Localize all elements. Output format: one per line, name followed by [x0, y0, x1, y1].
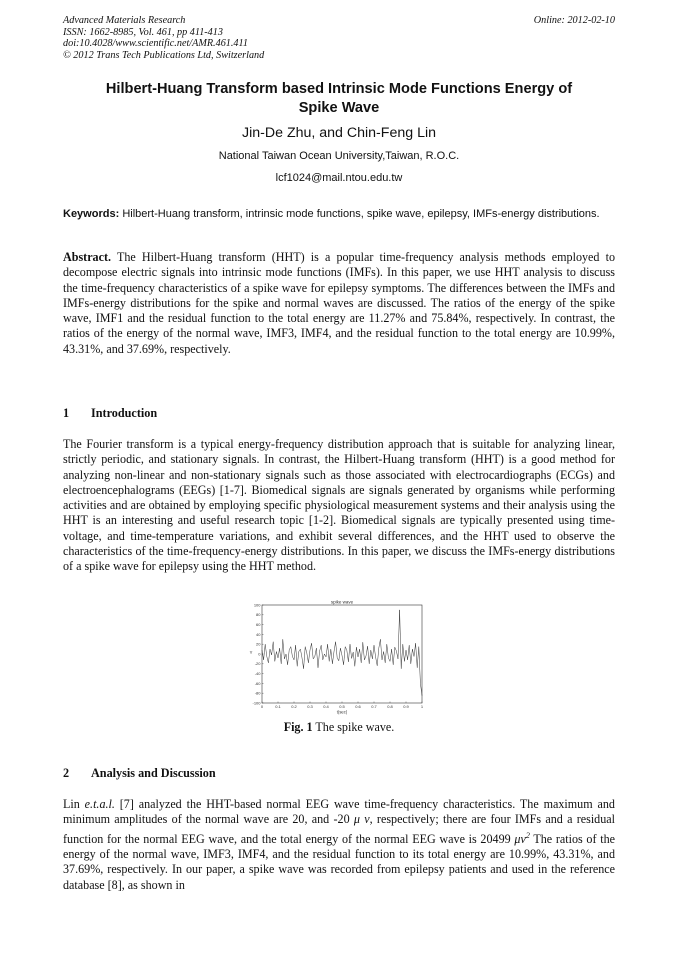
y-tick-label: 80: [256, 612, 261, 618]
doi-line: doi:10.4028/www.scientific.net/AMR.461.411: [63, 38, 248, 50]
y-tick-label: -100: [252, 700, 261, 706]
x-axis-label: t(sec): [336, 709, 348, 715]
y-tick-label: 20: [256, 641, 261, 647]
x-tick-label: 0.2: [291, 704, 297, 709]
x-tick-label: 0.7: [371, 704, 377, 709]
spike-wave-figure: [248, 598, 430, 715]
paper-title-line-2: Spike Wave: [298, 99, 380, 116]
analysis-etal: e.t.a.l.: [84, 797, 115, 811]
spike-wave-chart: [248, 598, 430, 715]
section-title: Introduction: [91, 406, 158, 420]
paper-title: [63, 80, 615, 117]
abstract-text: The Hilbert-Huang transform (HHT) is a popular time-frequency analysis methods employed to decompose electric signals into intrinsic mode functions (IMFs). In this paper, we use HHT analysis to discuss the time-frequency characteristics of a spike wave for epilepsy symptoms. The differences between the IMFs and IMFs-energy distributions for the spike and normal waves are discussed. The ratios of the energy of the spike wave, IMF1 and the residual function to the total energy are 11.27% and 75.84%, respectively. In contrast, the ratios of the energy of the normal wave, IMF3, IMF4, and the residual function to the total energy are 10.99%, 43.31%, and 37.69%, respectively.: [63, 250, 615, 356]
chart-title: spike wave: [330, 599, 354, 605]
keywords-text: Hilbert-Huang transform, intrinsic mode functions, spike wave, epilepsy, IMFs-energy distributions.: [122, 208, 600, 220]
keywords: [63, 207, 615, 221]
y-tick-label: 0: [258, 651, 261, 657]
journal-name: Advanced Materials Research: [63, 15, 186, 26]
author-email: lcf1024@mail.ntou.edu.tw: [275, 172, 403, 184]
affiliation: National Taiwan Ocean University,Taiwan, R.O.C.: [218, 150, 460, 162]
section-number: 2: [63, 766, 70, 780]
x-tick-label: 0.5: [339, 704, 345, 709]
section-heading-analysis: [63, 766, 216, 781]
journal-header: [63, 15, 615, 61]
y-axis-label: Y: [249, 650, 253, 655]
paper-title-line-1: Hilbert-Huang Transform based Intrinsic Mode Functions Energy of: [105, 81, 573, 97]
analysis-text-3: , respectively; there are four IMFs and a residual function for the normal EEG wave, and the total energy of the normal EEG wave is 20499: [63, 812, 616, 846]
x-tick-label: 0.1: [275, 704, 281, 709]
x-tick-label: 0.8: [387, 704, 393, 709]
online-date: Online: 2012-02-10: [533, 15, 615, 26]
analysis-paragraph: [63, 797, 615, 893]
section-number: 1: [63, 406, 70, 420]
y-tick-label: -80: [254, 690, 261, 696]
keywords-label: Keywords:: [63, 208, 120, 220]
analysis-text-2: [7] analyzed the HHT-based normal EEG wave time-frequency characteristics. The maximum and minimum amplitudes of the normal wave are 20, and -20: [63, 797, 615, 827]
unit-base: μv: [514, 831, 526, 846]
y-tick-label: 60: [256, 622, 261, 627]
abstract-label: Abstract.: [63, 250, 112, 264]
unit-microvolt-squared: [514, 832, 529, 846]
x-tick-label: 0.9: [403, 704, 409, 709]
section-title: Analysis and Discussion: [91, 766, 216, 780]
y-tick-label: -20: [254, 661, 261, 667]
y-tick-label: 100: [253, 602, 261, 608]
section-heading-introduction: [63, 406, 157, 421]
y-tick-label: -40: [254, 671, 261, 676]
x-tick-label: 1: [420, 704, 424, 709]
issn-line: ISSN: 1662-8985, Vol. 461, pp 411-413: [63, 26, 223, 38]
x-tick-label: 0: [260, 704, 264, 709]
analysis-text-1: Lin: [63, 797, 80, 811]
copyright-line: © 2012 Trans Tech Publications Ltd, Switzerland: [63, 49, 265, 61]
analysis-text-4: The ratios of the energy of the normal wave, IMF3, IMF4, and the residual function to its total energy are 10.99%, 43.31%, and 37.69%, respectively. In our paper, a spike wave was recorded from epilepsy patients and used in the reference database [8], as shown in: [63, 831, 615, 892]
figure-caption-label: Fig. 1: [283, 720, 313, 734]
authors: Jin-De Zhu, and Chin-Feng Lin: [242, 125, 436, 141]
figure-caption: [63, 720, 615, 735]
y-tick-label: 40: [256, 631, 261, 637]
introduction-paragraph: The Fourier transform is a typical energy-frequency distribution approach that is suitable for analyzing linear, strictly periodic, and stationary signals. In contrast, the Hilbert-Huang transform (HHT) is a good method for analyzing non-linear and non-stationary signals such as those associated with electrocardiographs (ECGs) and electroencephalograms (EEGs) [1-7]. Biomedical signals are signals generated by organisms while performing activities and are obtained by employing specific physiological measurement systems and their analysis using the HHT is an interesting and useful research topic [1-2]. Biomedical signals are typically presented using time-voltage, and time-temperature variations, and exhibit several differences, and the HHT used to observe the characteristics of the time-frequency-energy distributions. In this paper, we discuss the IMFs-energy distributions of a spike wave for epilepsy using the HHT method.: [63, 437, 615, 574]
x-tick-label: 0.6: [355, 704, 361, 709]
abstract: [63, 250, 615, 357]
x-tick-label: 0.3: [307, 704, 313, 709]
x-tick-label: 0.4: [323, 704, 329, 709]
figure-caption-text: The spike wave.: [315, 720, 395, 734]
unit-exponent: 2: [525, 830, 530, 840]
y-tick-label: -60: [254, 680, 261, 686]
unit-microvolt: μ v: [353, 812, 370, 827]
